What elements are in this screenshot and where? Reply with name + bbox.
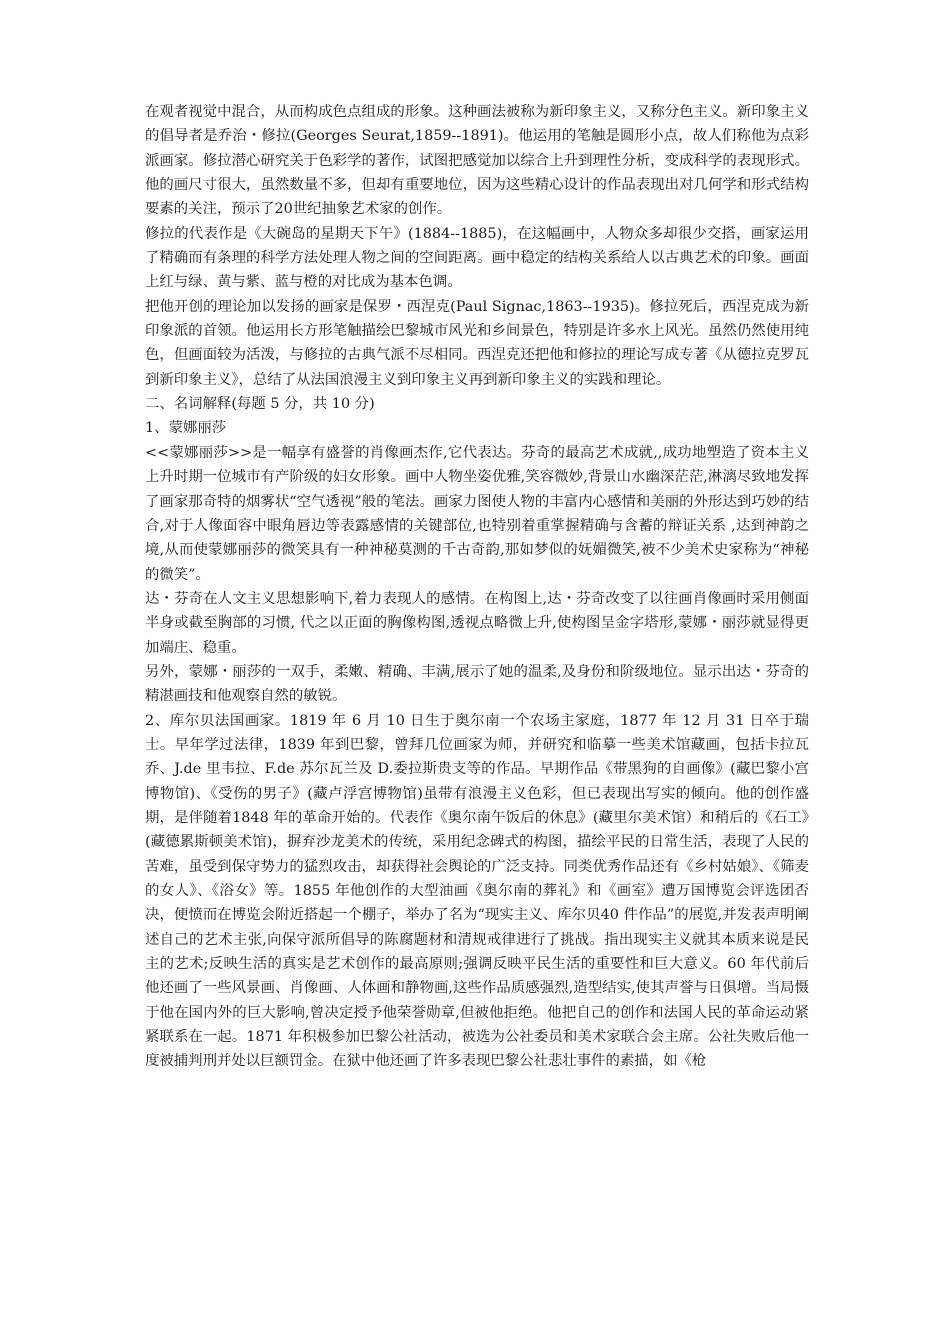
paragraph-mona-lisa-intro: <<蒙娜丽莎>>是一幅享有盛誉的肖像画杰作,它代表达。芬奇的最高艺术成就,,成功地塑造了资本主义上升时期一位城市有产阶级的妇女形象。画中人物坐姿优雅,笑容微妙,背景山水幽深茫茫,淋漓尽致地发挥了画家那奇特的烟雾状“空气透视”般的笔法。画家力图使人物的丰富内心感情和美丽的外形达到巧妙的结合,对于人像面容中眼角唇边等表露感情的关键部位,也特别着重掌握精确与含蓄的辩证关系 ,达到神韵之境,从而使蒙娜丽莎的微笑具有一种神秘莫测的千古奇韵,那如梦似的妩媚微笑,被不少美术史家称为“神秘的微笑”。	[145, 444, 809, 583]
document-body	[145, 100, 809, 1074]
section-heading-term-explanation: 二、名词解释(每题 5 分，共 10 分)	[145, 396, 375, 413]
term-heading-mona-lisa: 1、蒙娜丽莎	[145, 420, 227, 437]
paragraph-signac: 把他开创的理论加以发扬的画家是保罗・西涅克(Paul Signac,1863--1935)。修拉死后，西涅克成为新印象派的首领。他运用长方形笔触描绘巴黎城市风光和乡间景色，特别是许多水上风光。虽然仍然使用纯色，但画面较为活泼，与修拉的古典气派不尽相同。西涅克还把他和修拉的理论写成专著《从德拉克罗瓦到新印象主义》，总结了从法国浪漫主义到印象主义再到新印象主义的实践和理论。	[145, 298, 809, 388]
paragraph-neo-impressionism: 在观者视觉中混合，从而构成色点组成的形象。这种画法被称为新印象主义，又称分色主义。新印象主义的倡导者是乔治・修拉(Georges Seurat,1859--1891)。他运用的笔触是圆形小点，故人们称他为点彩派画家。修拉潜心研究关于色彩学的著作，试图把感觉加以综合上升到理性分析，变成科学的表现形式。他的画尺寸很大，虽然数量不多，但却有重要地位，因为这些精心设计的作品表现出对几何学和形式结构要素的关注，预示了20世纪抽象艺术家的创作。	[145, 104, 809, 218]
paragraph-seurat-masterpiece: 修拉的代表作是《大碗岛的星期天下午》(1884--1885)，在这幅画中，人物众多却很少交搭，画家运用了精确而有条理的科学方法处理人物之间的空间距离。画中稳定的结构关系给人以古典艺术的印象。画面上红与绿、黄与紫、蓝与橙的对比成为基本色调。	[145, 225, 809, 291]
paragraph-courbet: 2、库尔贝法国画家。1819 年 6 月 10 日生于奥尔南一个农场主家庭，1877 年 12 月 31 日卒于瑞士。早年学过法律，1839 年到巴黎，曾拜几位画家为师，并研究和临摹一些美术馆藏画，包括卡拉瓦乔、J.de 里韦拉、F.de 苏尔瓦兰及 D.委拉斯贵支等的作品。早期作品《带黑狗的自画像》(藏巴黎小宫博物馆)、《受伤的男子》(藏卢浮宫博物馆)虽带有浪漫主义色彩，但已表现出写实的倾向。他的创作盛期，是伴随着1848 年的革命开始的。代表作《奥尔南午饭后的休息》(藏里尔美术馆）和稍后的《石工》(藏德累斯顿美术馆)，摒弃沙龙美术的传统，采用纪念碑式的构图，描绘平民的日常生活，表现了人民的苦难，虽受到保守势力的猛烈攻击，却获得社会舆论的广泛支持。同类优秀作品还有《乡村姑娘》、《筛麦的女人》、《浴女》等。1855 年他创作的大型油画《奥尔南的葬礼》和《画室》遭万国博览会评选团否决，便愤而在博览会附近搭起一个棚子，举办了名为“现实主义、库尔贝40 件作品”的展览,并发表声明阐述自己的艺术主张,向保守派所倡导的陈腐题材和清规戒律进行了挑战。指出现实主义就其本质来说是民主的艺术;反映生活的真实是艺术创作的最高原则;强调反映平民生活的重要性和巨大意义。60 年代前后他还画了一些风景画、肖像画、人体画和静物画,这些作品质感强烈,造型结实,使其声誉与日俱增。当局慑于他在国内外的巨大影响,曾决定授予他荣誉勋章,但被他拒绝。他把自己的创作和法国人民的革命运动紧紧联系在一起。1871 年积极参加巴黎公社活动，被选为公社委员和美术家联合会主席。公社失败后他一度被捕判刑并处以巨额罚金。在狱中他还画了许多表现巴黎公社悲壮事件的素描，如《枪	[145, 712, 809, 1070]
paragraph-mona-lisa-hands: 另外，蒙娜・丽莎的一双手，柔嫩、精确、丰满,展示了她的温柔,及身份和阶级地位。显示出达・芬奇的精湛画技和他观察自然的敏锐。	[145, 663, 809, 705]
paragraph-mona-lisa-composition: 达・芬奇在人文主义思想影响下,着力表现人的感情。在构图上,达・芬奇改变了以往画肖像画时采用侧面半身或截至胸部的习惯, 代之以正面的胸像构图,透视点略微上升,使构图呈金字塔形,蒙娜・丽莎就显得更加端庄、稳重。	[145, 590, 809, 656]
